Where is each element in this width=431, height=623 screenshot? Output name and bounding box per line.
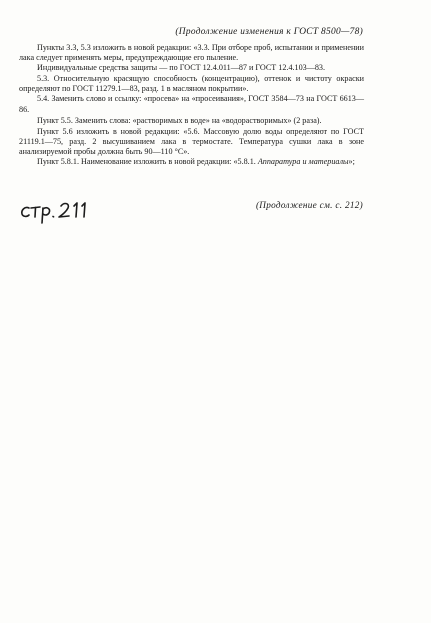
document-body: [19, 43, 364, 167]
paragraph-5-3: 5.3. Относительную красящую способность (концентрацию), оттенок и чистоту окраски определяют по ГОСТ 11279.1—83, разд. 1 в масляном покрытии».: [19, 74, 364, 94]
paragraph-5-8-1: [19, 157, 364, 167]
paragraph-5-8-1-tail: »;: [348, 157, 355, 167]
paragraph-5-5: Пункт 5.5. Заменить слова: «растворимых в воде» на «водорастворимых» (2 раза).: [37, 115, 322, 125]
paragraph-5-4: 5.4. Заменить слово и ссылку: «просева» на «просеивания», ГОСТ 3584—73 на ГОСТ 6613—86.: [19, 94, 364, 114]
continuation-footer: (Продолжение см. с. 212): [255, 200, 363, 210]
paragraph-5-6: Пункт 5.6 изложить в новой редакции: «5.6. Массовую долю воды определяют по ГОСТ 21119.1—75, разд. 2 высушиванием лака в термостате. Температура сушки лака в зоне анализируемой пробы должна быть 90—110 °С».: [19, 126, 364, 156]
paragraph-5-8-1-italic: Аппаратура и материалы: [257, 157, 349, 167]
continuation-header: (Продолжение изменения к ГОСТ 8500—78): [175, 27, 363, 37]
paragraph-3-3: Пункты 3.3, 5.3 изложить в новой редакции: «3.3. При отборе проб, испытании и применении лака следует применять меры, предупреждающие его пыление.: [19, 43, 364, 63]
paragraph-ppe: Индивидуальные средства защиты — по ГОСТ 12.4.011—87 и ГОСТ 12.4.103—83.: [37, 63, 326, 73]
handwritten-page-note: [20, 198, 100, 226]
paragraph-5-8-1-lead: Пункт 5.8.1. Наименование изложить в новой редакции: «5.8.1.: [37, 157, 258, 167]
